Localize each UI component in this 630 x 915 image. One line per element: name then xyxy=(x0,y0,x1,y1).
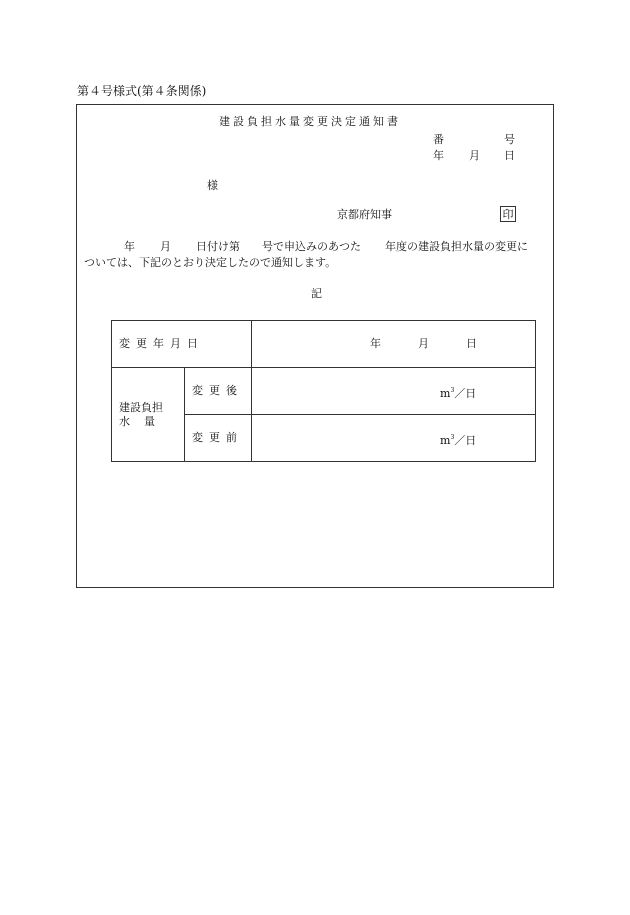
water-volume-label-line-1: 建設負担 xyxy=(119,400,163,414)
after-change-label: 変更後 xyxy=(185,368,252,415)
water-volume-label-line-2: 水量 xyxy=(119,414,169,428)
body-day-number-prefix: 日付け第 xyxy=(196,240,240,253)
issue-date-day: 日 xyxy=(504,149,515,162)
issue-date-year: 年 xyxy=(433,149,444,162)
body-fiscal-year-text: 年度の建設負担水量の変更に xyxy=(385,240,528,253)
issue-date-month: 月 xyxy=(469,149,480,162)
seal-box: 印 xyxy=(500,206,516,222)
before-change-unit: $m^3/$日 xyxy=(440,434,477,447)
table-row-change-date xyxy=(112,321,536,368)
body-text-line-1 xyxy=(77,240,554,254)
body-application-text: 号で申込みのあつた xyxy=(262,240,361,253)
recipient-honorific: 様 xyxy=(207,179,218,192)
change-date-label: 変更年月日 xyxy=(112,321,252,368)
ki-heading: 記 xyxy=(311,287,322,300)
number-suffix: 号 xyxy=(504,133,515,146)
table-row-after xyxy=(112,368,536,415)
document-title: 建設負担水量変更決定通知書 xyxy=(219,115,401,128)
change-date-year: 年 xyxy=(370,337,381,350)
detail-table xyxy=(111,320,536,462)
water-volume-label xyxy=(112,368,185,462)
body-text-line-2: ついては、下記のとおり決定したので通知します。 xyxy=(84,256,337,269)
change-date-day: 日 xyxy=(466,337,477,350)
before-change-label: 変更前 xyxy=(185,415,252,462)
after-change-value-cell xyxy=(252,368,536,415)
after-change-unit: $m^3/$日 xyxy=(440,387,477,400)
change-date-month: 月 xyxy=(418,337,429,350)
sender-name: 京都府知事 xyxy=(337,208,392,221)
form-caption: 第４号様式(第４条関係) xyxy=(77,84,207,98)
body-year: 年 xyxy=(124,240,135,253)
before-change-value-cell xyxy=(252,415,536,462)
number-label: 番 xyxy=(433,133,444,146)
body-month: 月 xyxy=(160,240,171,253)
change-date-value-cell xyxy=(252,321,536,368)
